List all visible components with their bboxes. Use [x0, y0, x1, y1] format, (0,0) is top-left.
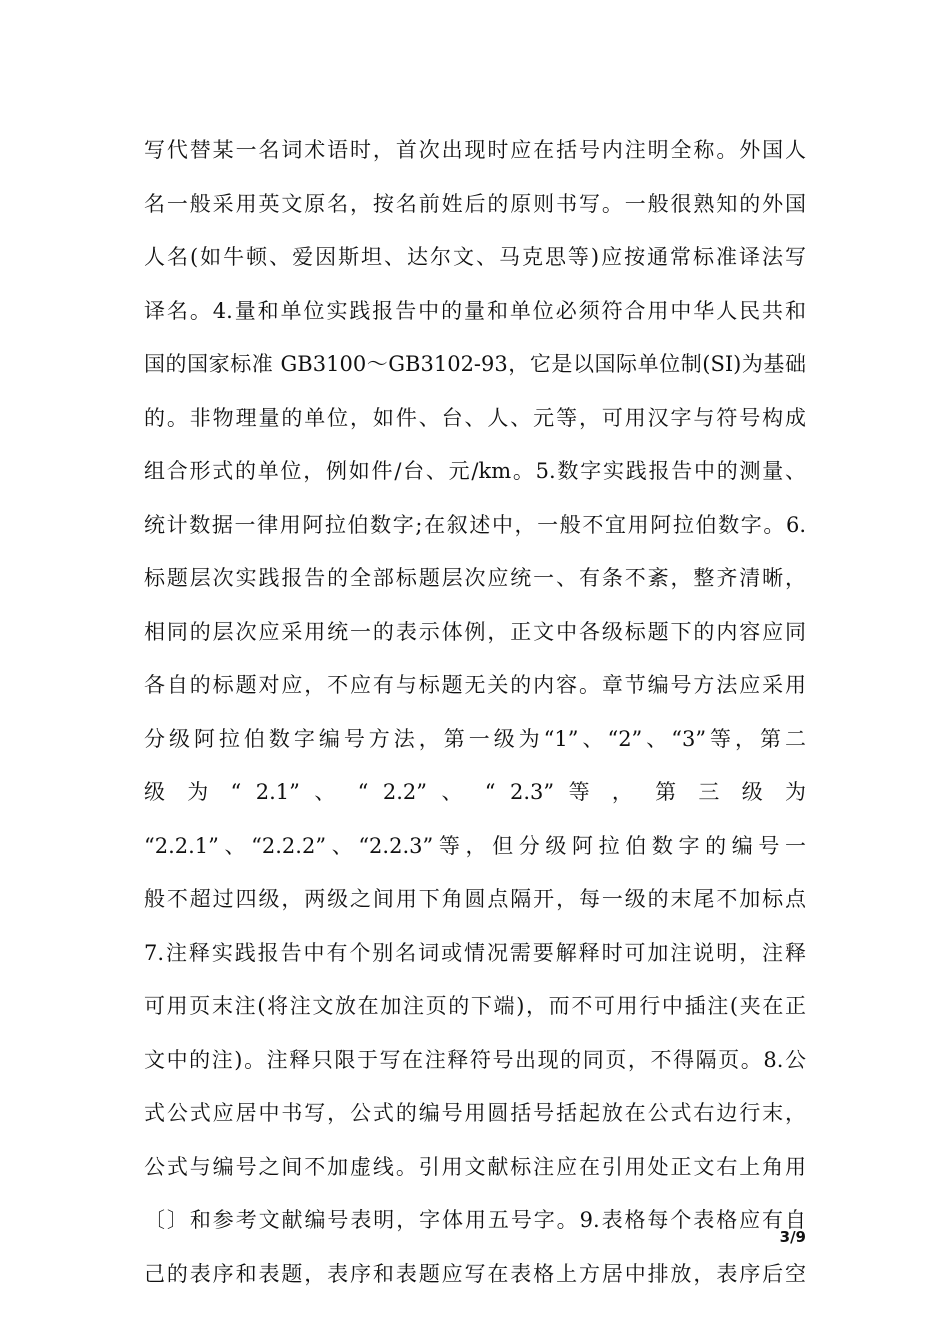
- text-line: 式公式应居中书写，公式的编号用圆括号括起放在公式右边行末，: [144, 1101, 806, 1125]
- text-line: 写代替某一名词术语时，首次出现时应在括号内注明全称。外国人: [144, 138, 806, 162]
- text-line: 相同的层次应采用统一的表示体例，正文中各级标题下的内容应同: [144, 619, 806, 644]
- text-line: 译名。4.量和单位实践报告中的量和单位必须符合用中华人民共和: [144, 298, 806, 323]
- text-line: 7.注释实践报告中有个别名词或情况需要解释时可加注说明，注释: [144, 940, 806, 965]
- text-line: 人名(如牛顿、爱因斯坦、达尔文、马克思等)应按通常标准译法写: [144, 245, 806, 269]
- text-line: 级 为 “ 2.1” 、 “ 2.2” 、 “ 2.3” 等 ， 第 三 级 为: [144, 780, 806, 804]
- text-line: 组合形式的单位，例如件/台、元/km。5.数字实践报告中的测量、: [144, 459, 806, 483]
- text-line: 国的国家标准 GB3100～GB3102-93，它是以国际单位制(SI)为基础: [144, 352, 806, 376]
- text-line: 文中的注)。注释只限于写在注释符号出现的同页，不得隔页。8.公: [144, 1047, 806, 1072]
- text-line: 〔〕和参考文献编号表明，字体用五号字。9.表格每个表格应有自: [144, 1208, 806, 1232]
- text-line: 统计数据一律用阿拉伯数字;在叙述中，一般不宜用阿拉伯数字。6.: [144, 512, 806, 537]
- text-line: 己的表序和表题，表序和表题应写在表格上方居中排放，表序后空: [144, 1261, 806, 1286]
- text-line: 公式与编号之间不加虚线。引用文献标注应在引用处正文右上角用: [144, 1154, 806, 1179]
- text-line: 可用页末注(将注文放在加注页的下端)，而不可用行中插注(夹在正: [144, 994, 806, 1018]
- text-line: 各自的标题对应，不应有与标题无关的内容。章节编号方法应采用: [144, 673, 806, 697]
- body-text: [144, 124, 806, 1301]
- text-line: 分级阿拉伯数字编号方法，第一级为“1”、“2”、“3”等，第二: [144, 726, 806, 751]
- text-line: 的。非物理量的单位，如件、台、人、元等，可用汉字与符号构成: [144, 405, 806, 430]
- text-line: “2.2.1”、“2.2.2”、“2.2.3”等，但分级阿拉伯数字的编号一: [144, 833, 806, 858]
- page-number: 3/9: [779, 1228, 806, 1246]
- text-line: 标题层次实践报告的全部标题层次应统一、有条不紊，整齐清晰，: [144, 566, 806, 590]
- text-line: 般不超过四级，两级之间用下角圆点隔开，每一级的末尾不加标点: [144, 887, 806, 911]
- text-line: 名一般采用英文原名，按名前姓后的原则书写。一般很熟知的外国: [144, 191, 806, 216]
